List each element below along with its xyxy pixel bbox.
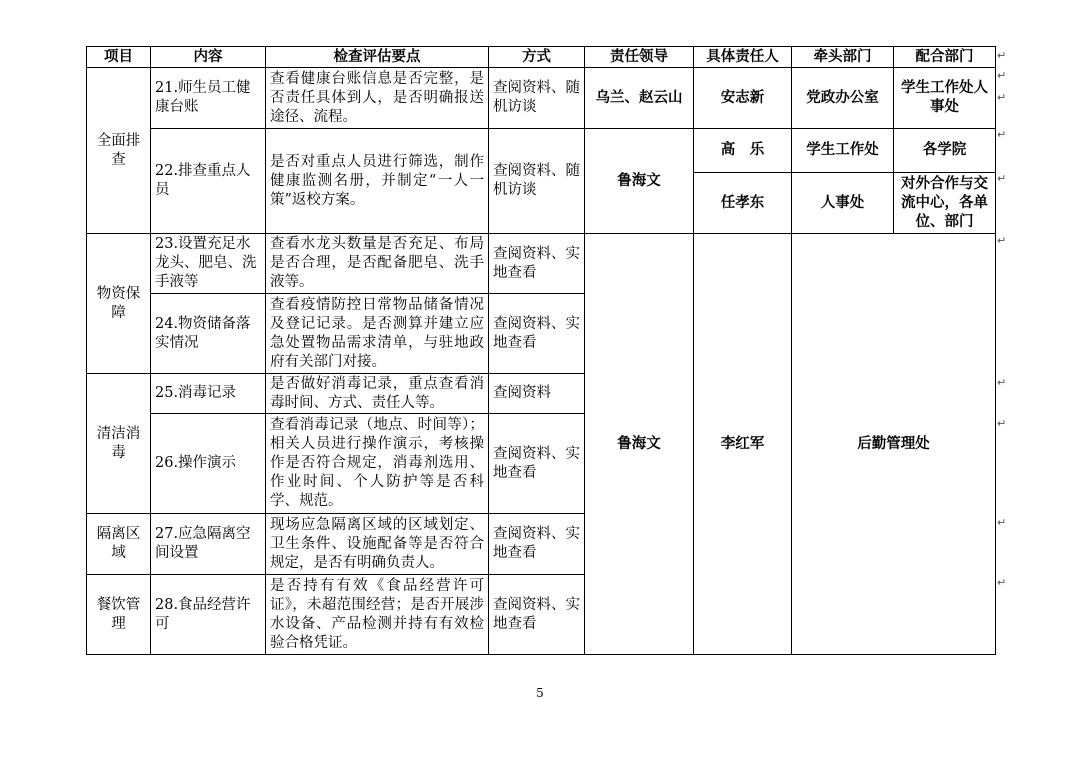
person-cell: 任孝东 (694, 173, 792, 234)
paragraph-mark-icon: ↵ (997, 234, 1007, 247)
leader-cell: 乌兰、赵云山 (585, 68, 694, 129)
table-row (87, 234, 996, 294)
paragraph-mark-icon: ↵ (997, 576, 1007, 589)
group-label: 餐饮管理 (87, 575, 151, 655)
method-cell: 查阅资料、实地查看 (489, 414, 585, 514)
shared-dept-cell: 后勤管理处 (792, 234, 996, 655)
content-cell: 22.排查重点人员 (151, 129, 266, 234)
method-cell: 查阅资料、实地查看 (489, 575, 585, 655)
content-cell: 28.食品经营许可 (151, 575, 266, 655)
method-cell: 查阅资料、随机访谈 (489, 68, 585, 129)
method-cell: 查阅资料、随机访谈 (489, 129, 585, 234)
lead-dept-cell: 学生工作处 (792, 129, 894, 173)
method-cell: 查阅资料、实地查看 (489, 514, 585, 575)
page-number: 5 (536, 686, 544, 700)
person-cell: 高 乐 (694, 129, 792, 173)
content-cell: 24.物资储备落实情况 (151, 294, 266, 374)
person-cell: 安志新 (694, 68, 792, 129)
header-method: 方式 (489, 47, 585, 68)
paragraph-mark-icon: ↵ (997, 49, 1007, 62)
paragraph-mark-icon: ↵ (997, 417, 1007, 430)
method-cell: 查阅资料、实地查看 (489, 234, 585, 294)
points-cell: 查看水龙头数量是否充足、布局是否合理，是否配备肥皂、洗手液等。 (266, 234, 489, 294)
shared-leader-cell: 鲁海文 (585, 234, 694, 655)
lead-dept-cell: 人事处 (792, 173, 894, 234)
leader-cell: 鲁海文 (585, 129, 694, 234)
header-row (87, 47, 996, 68)
header-content: 内容 (151, 47, 266, 68)
table-row (87, 129, 996, 173)
points-cell: 是否持有有效《食品经营许可证》，未超范围经营；是否开展涉水设备、产品检测并持有有效检验合格凭证。 (266, 575, 489, 655)
content-cell: 26.操作演示 (151, 414, 266, 514)
paragraph-mark-icon: ↵ (997, 69, 1007, 82)
coop-dept-cell: 学生工作处人事处 (894, 68, 996, 129)
content-cell: 23.设置充足水龙头、肥皂、洗手液等 (151, 234, 266, 294)
content-cell: 27.应急隔离空间设置 (151, 514, 266, 575)
header-person: 具体责任人 (694, 47, 792, 68)
group-label: 物资保障 (87, 234, 151, 374)
coop-dept-cell: 各学院 (894, 129, 996, 173)
content-cell: 21.师生员工健康台账 (151, 68, 266, 129)
shared-person-cell: 李红军 (694, 234, 792, 655)
inspection-table (86, 46, 996, 655)
coop-dept-cell: 对外合作与交流中心，各单位、部门 (894, 173, 996, 234)
table-row (87, 68, 996, 129)
paragraph-mark-icon: ↵ (997, 91, 1007, 104)
lead-dept-cell: 党政办公室 (792, 68, 894, 129)
paragraph-mark-icon: ↵ (997, 516, 1007, 529)
points-cell: 现场应急隔离区域的区域划定、卫生条件、设施配备等是否符合规定，是否有明确负责人。 (266, 514, 489, 575)
group-label: 清洁消毒 (87, 374, 151, 514)
paragraph-mark-icon: ↵ (997, 376, 1007, 389)
points-cell: 是否做好消毒记录，重点查看消毒时间、方式、责任人等。 (266, 374, 489, 414)
content-cell: 25.消毒记录 (151, 374, 266, 414)
header-lead-dept: 牵头部门 (792, 47, 894, 68)
method-cell: 查阅资料 (489, 374, 585, 414)
points-cell: 查看健康台账信息是否完整，是否责任具体到人，是否明确报送途径、流程。 (266, 68, 489, 129)
header-leader: 责任领导 (585, 47, 694, 68)
group-label: 隔离区域 (87, 514, 151, 575)
points-cell: 查看消毒记录（地点、时间等）；相关人员进行操作演示，考核操作是否符合规定，消毒剂选用、作业时间、个人防护等是否科学、规范。 (266, 414, 489, 514)
header-coop-dept: 配合部门 (894, 47, 996, 68)
group-label: 全面排查 (87, 68, 151, 234)
points-cell: 是否对重点人员进行筛选，制作健康监测名册，并制定“一人一策”返校方案。 (266, 129, 489, 234)
header-item: 项目 (87, 47, 151, 68)
points-cell: 查看疫情防控日常物品储备情况及登记记录。是否测算并建立应急处置物品需求清单，与驻地政府有关部门对接。 (266, 294, 489, 374)
header-points: 检查评估要点 (266, 47, 489, 68)
paragraph-mark-icon: ↵ (997, 128, 1007, 141)
paragraph-mark-icon: ↵ (997, 172, 1007, 185)
method-cell: 查阅资料、实地查看 (489, 294, 585, 374)
